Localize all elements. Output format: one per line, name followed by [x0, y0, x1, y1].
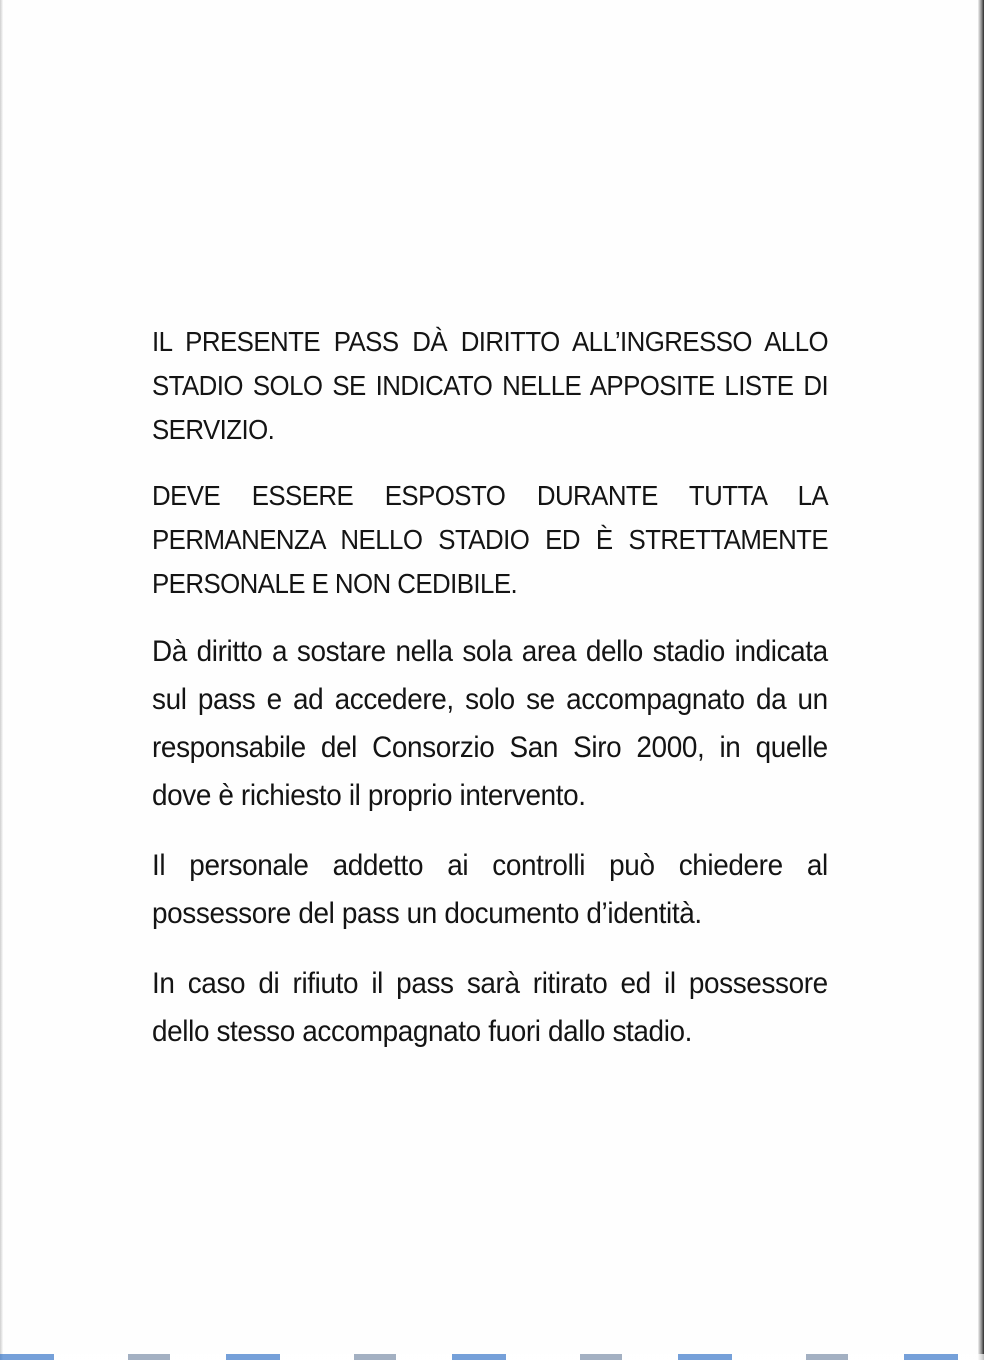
terms-paragraph-display-rule: DEVE ESSERE ESPOSTO DURANTE TUTTA LA PERMANENZA NELLO STADIO ED È STRETTAMENTE PERSONALE E NON CEDIBILE.	[152, 480, 829, 599]
terms-paragraph-entry-right: IL PRESENTE PASS DÀ DIRITTO ALL’INGRESSO ALLO STADIO SOLO SE INDICATO NELLE APPOSITE LISTE DI SERVIZIO.	[152, 326, 829, 445]
terms-paragraph-refusal: In caso di rifiuto il pass sarà ritirato ed il possessore dello stesso accompagnato fuori dallo stadio.	[152, 967, 828, 1048]
terms-paragraph-id-check: Il personale addetto ai controlli può chiedere al possessore del pass un documento d’identità.	[152, 849, 828, 930]
card-bottom-edge	[0, 1354, 984, 1360]
card-right-edge	[978, 0, 984, 1360]
terms-paragraph-area-access: Dà diritto a sostare nella sola area dello stadio indicata sul pass e ad accedere, solo se accompagnato da un responsabile del Consorzio San Siro 2000, in quelle dove è richiesto il proprio intervento.	[152, 635, 828, 812]
pass-terms	[152, 320, 828, 1078]
card-left-edge	[0, 0, 3, 1360]
